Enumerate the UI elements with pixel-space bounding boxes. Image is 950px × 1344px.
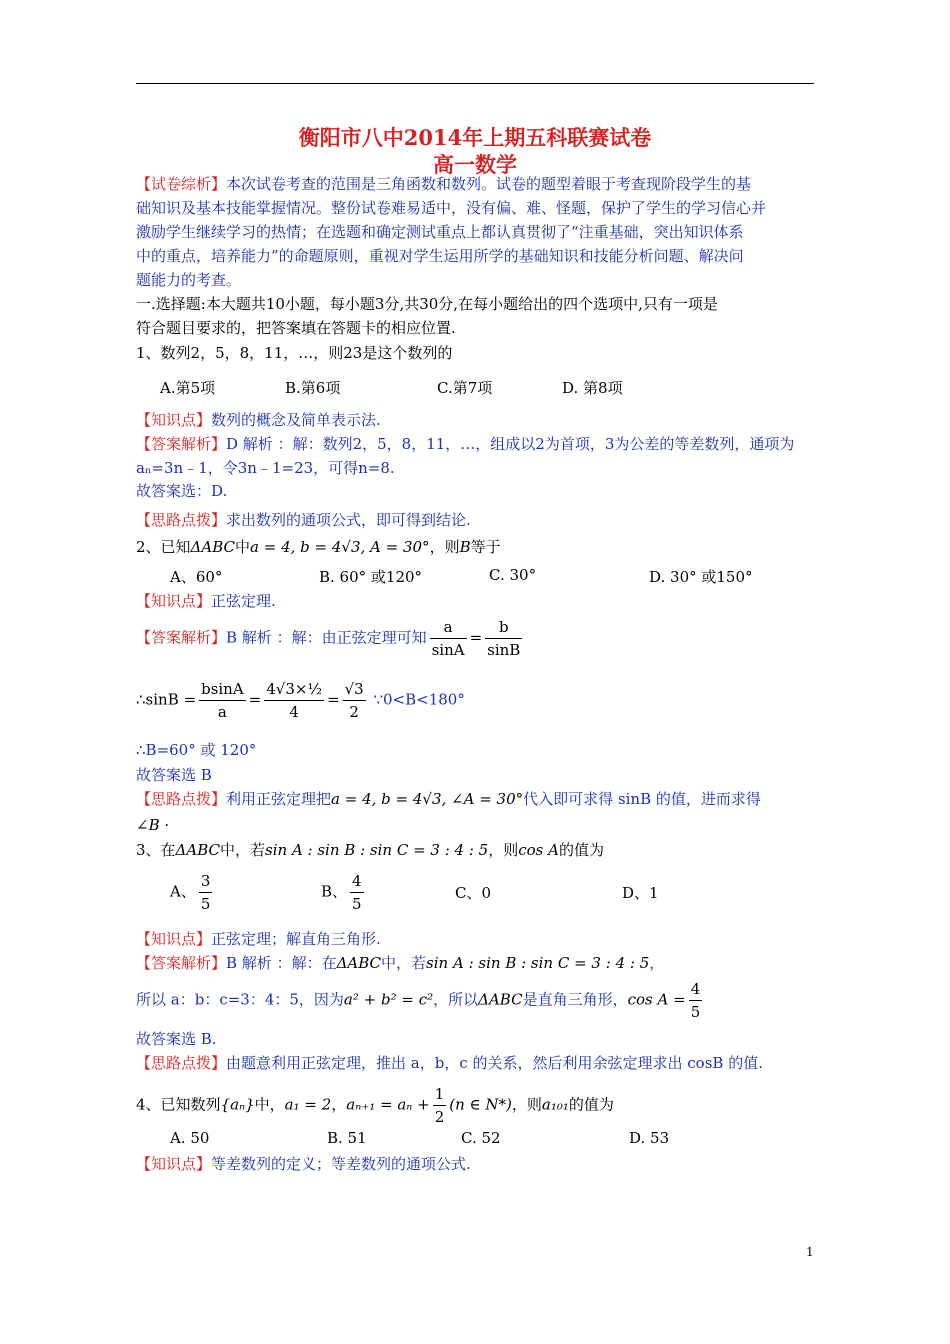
q4-stem: 4、已知数列{aₙ}中，a₁ = 2，aₙ₊₁ = aₙ + $\frac{1}{2}$ (n ∈ N*)，则a₁₀₁的值为 bbox=[136, 1085, 614, 1126]
fraction: $\frac{4}{5}$ bbox=[352, 872, 362, 913]
q1-answer-line-1: 【答案解析】D 解析 ：解：数列2，5，8，11，…，组成以2为首项，3为公差的等差数列，通项为 bbox=[136, 435, 795, 453]
page-number: 1 bbox=[806, 1245, 814, 1259]
fraction: $\frac{bsinA}{a}$ bbox=[201, 680, 244, 721]
q2-option-d: D. 30° 或150° bbox=[649, 568, 753, 586]
q2-hint: 【思路点拨】利用正弦定理把a = 4, b = 4√3, ∠A = 30°代入即可求得 sinB 的值，进而求得 bbox=[136, 790, 761, 808]
q4-option-b: B. 51 bbox=[327, 1129, 367, 1147]
q3-answer-line-1: 【答案解析】B 解析 ：解：在ΔABC中，若sin A : sin B : sin C = 3 : 4 : 5， bbox=[136, 954, 665, 972]
q2-option-c: C. 30° bbox=[489, 566, 537, 584]
overview-line-2: 础知识及基本技能掌握情况。整份试卷难易适中，没有偏、难、怪题，保护了学生的学习信心并 bbox=[136, 199, 767, 217]
fraction: $\frac{√3}{2}$ bbox=[344, 680, 364, 721]
q2-answer-line-1: 【答案解析】B 解析 ：解：由正弦定理可知 $\frac{a}{\sin A}$ = $\frac{b}{\sin B}$ bbox=[136, 618, 521, 659]
q2-result: ∴B=60° 或 120° bbox=[136, 741, 257, 759]
q1-stem: 1、数列2，5，8，11，…，则23是这个数列的 bbox=[136, 344, 453, 362]
header-rule bbox=[136, 83, 814, 84]
q2-hint-end: ∠B · bbox=[136, 816, 170, 834]
q3-option-d: D、1 bbox=[622, 884, 659, 902]
q3-knowledge-point: 【知识点】正弦定理；解直角三角形. bbox=[136, 930, 381, 948]
overview-line-5: 题能力的考查。 bbox=[136, 271, 242, 289]
q3-option-c: C、0 bbox=[455, 884, 492, 902]
q3-stem: 3、在ΔABC中，若sin A : sin B : sin C = 3 : 4 : 5，则cos A的值为 bbox=[136, 841, 604, 859]
q2-option-a: A、60° bbox=[170, 568, 223, 586]
q2-formula: ∴sinB = $\frac{bsinA}{a}$ = $\frac{\text{4√3×½}}{4}$ = $\frac{√3}{2}$ ∵0<B<180° bbox=[136, 680, 465, 721]
overview-tag: 【试卷综析】 bbox=[136, 175, 227, 193]
q1-option-d: D. 第8项 bbox=[562, 379, 623, 397]
q2-knowledge-point: 【知识点】正弦定理. bbox=[136, 592, 276, 610]
section-line-2: 符合题目要求的，把答案填在答题卡的相应位置. bbox=[136, 319, 456, 337]
overview-line-4: 中的重点，培养能力”的命题原则，重视对学生运用所学的基础知识和技能分析问题、解决问 bbox=[136, 247, 744, 265]
q1-option-a: A.第5项 bbox=[160, 379, 216, 397]
q4-option-a: A. 50 bbox=[170, 1129, 210, 1147]
section-line-1: 一.选择题:本大题共10小题，每小题3分,共30分,在每小题给出的四个选项中,只有一项是 bbox=[136, 295, 718, 313]
q3-option-a: A、 $\frac{3}{5}$ bbox=[170, 872, 211, 913]
q2-option-b: B. 60° 或120° bbox=[319, 568, 423, 586]
q3-hint: 【思路点拨】由题意利用正弦定理，推出 a，b，c 的关系，然后利用余弦定理求出 cosB 的值. bbox=[136, 1054, 763, 1072]
q2-stem: 2、已知ΔABC中a = 4, b = 4√3, A = 30°，则B等于 bbox=[136, 538, 501, 556]
q1-option-c: C.第7项 bbox=[437, 379, 493, 397]
q1-knowledge-point: 【知识点】数列的概念及简单表示法. bbox=[136, 411, 381, 429]
overview-line-3: 激励学生继续学习的热情；在选题和确定测试重点上都认真贯彻了“注重基础，突出知识体系 bbox=[136, 223, 744, 241]
q4-knowledge-point: 【知识点】等差数列的定义；等差数列的通项公式. bbox=[136, 1155, 471, 1173]
q1-answer-line-3: 故答案选：D. bbox=[136, 482, 228, 500]
q4-option-c: C. 52 bbox=[461, 1129, 501, 1147]
fraction: $\frac{1}{2}$ bbox=[434, 1085, 445, 1126]
fraction: $\frac{a}{\sin A}$ bbox=[431, 618, 465, 659]
q3-option-b: B、 $\frac{4}{5}$ bbox=[321, 872, 362, 913]
q3-answer-line-3: 故答案选 B. bbox=[136, 1030, 217, 1048]
q2-choice: 故答案选 B bbox=[136, 766, 212, 784]
page-subtitle: 高一数学 bbox=[433, 152, 517, 177]
fraction: $\frac{\text{4√3×½}}{4}$ bbox=[266, 680, 322, 721]
q3-answer-line-2: 所以 a：b：c=3：4：5，因为a² + b² = c²，所以ΔABC是直角三角形，cos A = $\frac{4}{5}$ bbox=[136, 980, 701, 1021]
fraction: $\frac{3}{5}$ bbox=[200, 872, 211, 913]
q1-hint: 【思路点拨】求出数列的通项公式，即可得到结论. bbox=[136, 511, 471, 529]
q1-answer-line-2: aₙ=3n﹣1，令3n﹣1=23，可得n=8. bbox=[136, 459, 395, 477]
fraction: $\frac{4}{5}$ bbox=[690, 980, 701, 1021]
overview-line-1: 【试卷综析】本次试卷考查的范围是三角函数和数列。试卷的题型着眼于考查现阶段学生的基 bbox=[136, 175, 752, 193]
q1-option-b: B.第6项 bbox=[285, 379, 341, 397]
q4-option-d: D. 53 bbox=[629, 1129, 670, 1147]
page-title: 衡阳市八中2014年上期五科联赛试卷 bbox=[298, 125, 652, 150]
fraction: $\frac{b}{\sin B}$ bbox=[487, 618, 521, 659]
